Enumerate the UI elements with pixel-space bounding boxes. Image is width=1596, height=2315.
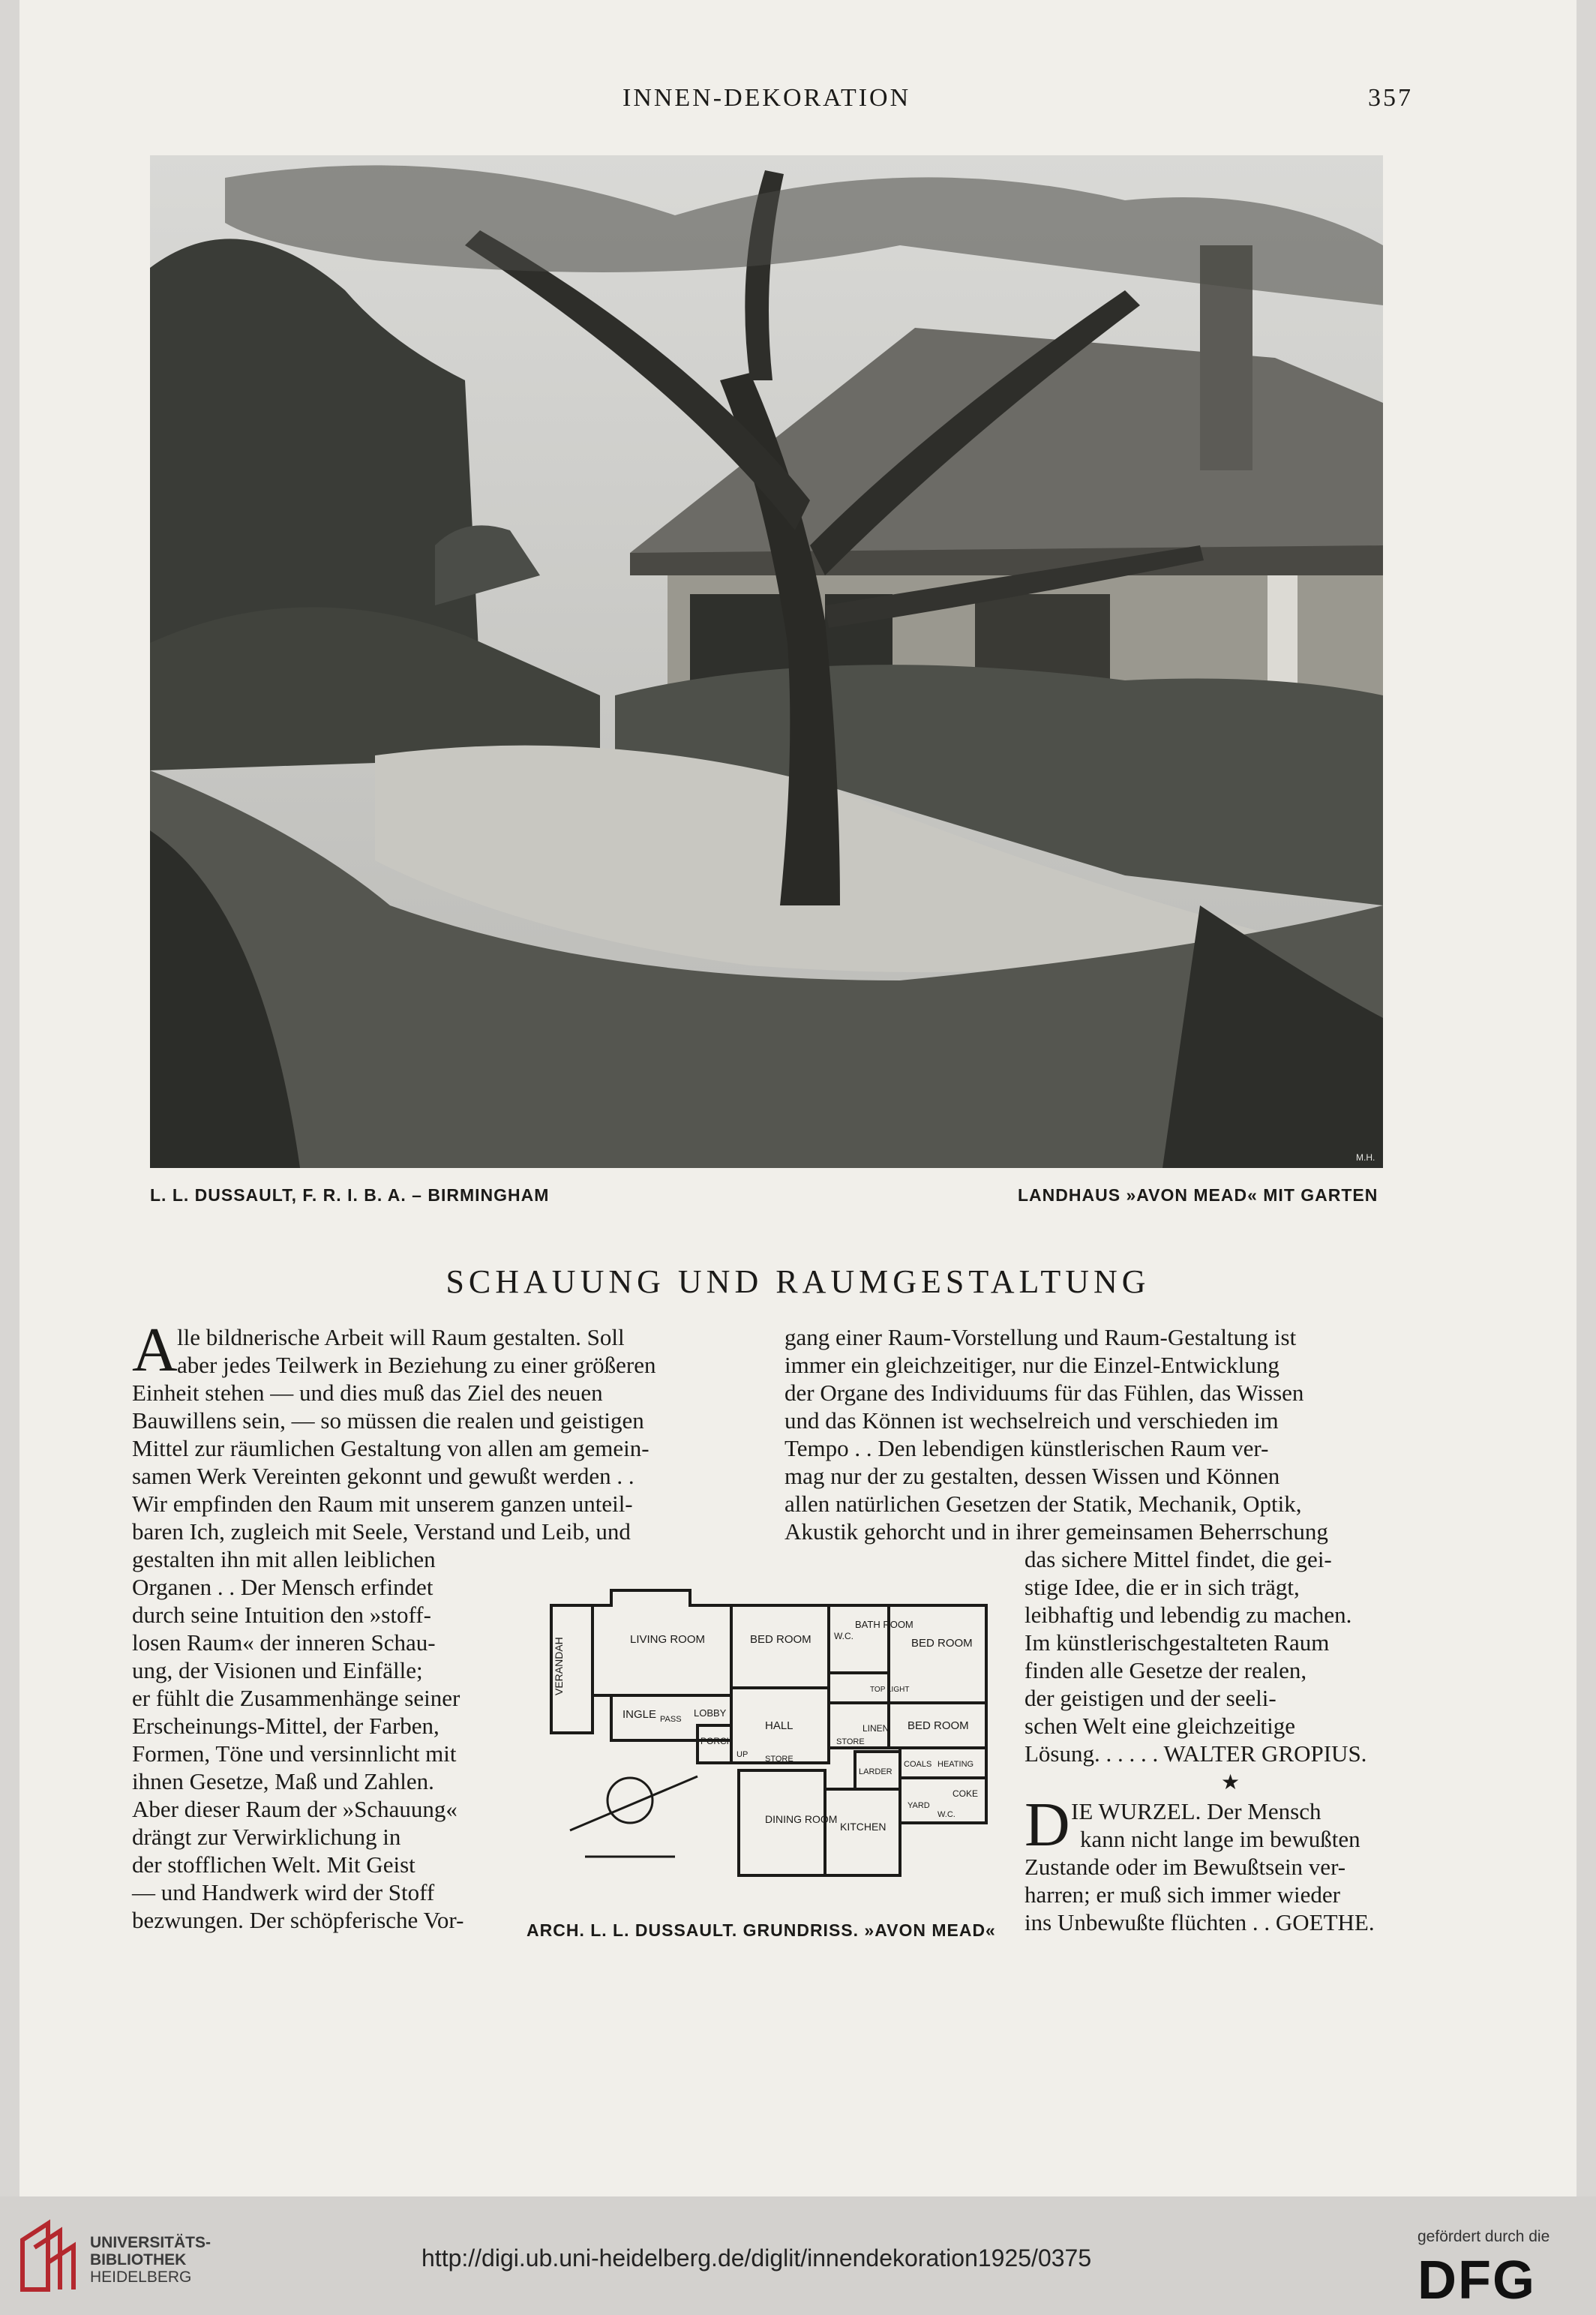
left-narrow-line-10: drängt zur Verwirklichung in	[132, 1824, 401, 1850]
plan-label-porch: PORCH	[700, 1736, 734, 1746]
left-col-line-1: aber jedes Teilwerk in Beziehung zu einer größeren	[177, 1352, 656, 1378]
plan-label-up: UP	[736, 1750, 748, 1759]
drop-cap-d: D	[1024, 1790, 1070, 1860]
left-col-line-5: samen Werk Vereinten gekonnt und gewußt werden . .	[132, 1463, 634, 1489]
left-narrow-line-4: ung, der Visionen und Einfälle;	[132, 1657, 423, 1683]
plan-label-top-light: TOP LIGHT	[870, 1686, 910, 1694]
left-narrow-line-3: losen Raum« der inneren Schau-	[132, 1629, 436, 1656]
plan-label-coke: COKE	[952, 1788, 979, 1799]
right-col-line-5: mag nur der zu gestalten, dessen Wissen und Können	[784, 1463, 1280, 1489]
right-narrow-line-5: der geistigen und der seeli-	[1024, 1685, 1276, 1711]
funding-note: gefördert durch die	[1418, 2228, 1550, 2245]
plan-label-store-1: STORE	[765, 1755, 794, 1764]
photo-mark: M.H.	[1356, 1152, 1376, 1163]
right-col-line-1: immer ein gleichzeitiger, nur die Einzel-Entwicklung	[784, 1352, 1280, 1378]
source-url-link[interactable]: http://digi.ub.uni-heidelberg.de/diglit/innendekoration1925/0375	[422, 2244, 1092, 2271]
left-col-line-2: Einheit stehen — und dies muß das Ziel des neuen	[132, 1380, 603, 1406]
left-col-line-6: Wir empfinden den Raum mit unserem ganzen unteil-	[132, 1491, 633, 1517]
right-narrow-line-7: Lösung. . . . . . WALTER GROPIUS.	[1024, 1740, 1367, 1767]
photo-caption-left: L. L. DUSSAULT, F. R. I. B. A. – BIRMINGHAM	[150, 1185, 550, 1205]
goethe-line-4: ins Unbewußte flüchten . . GOETHE.	[1024, 1909, 1375, 1935]
right-col-line-0: gang einer Raum-Vorstellung und Raum-Gestaltung ist	[784, 1324, 1297, 1350]
right-narrow-line-3: Im künstlerischgestalteten Raum	[1024, 1629, 1330, 1656]
photo-caption-right: LANDHAUS »AVON MEAD« MIT GARTEN	[1018, 1185, 1378, 1205]
plan-label-bed-room-3: BED ROOM	[908, 1719, 969, 1732]
plan-label-linen: LINEN	[862, 1723, 890, 1734]
left-col-line-0: lle bildnerische Arbeit will Raum gestalten. Soll	[177, 1324, 625, 1350]
left-narrow-line-12: — und Handwerk wird der Stoff	[132, 1879, 435, 1905]
left-narrow-line-0: gestalten ihn mit allen leiblichen	[132, 1546, 436, 1572]
left-narrow-line-6: Erscheinungs-Mittel, der Farben,	[132, 1713, 440, 1739]
plan-label-kitchen: KITCHEN	[840, 1821, 886, 1833]
left-col-line-7: baren Ich, zugleich mit Seele, Verstand und Leib, und	[132, 1518, 631, 1545]
left-narrow-line-8: ihnen Gesetze, Maß und Zahlen.	[132, 1768, 434, 1794]
plan-label-verandah: VERANDAH	[553, 1637, 565, 1695]
plan-label-yard: YARD	[908, 1801, 930, 1810]
goethe-line-0: IE WURZEL. Der Mensch	[1071, 1798, 1322, 1824]
left-narrow-line-11: der stofflichen Welt. Mit Geist	[132, 1851, 416, 1878]
plan-label-coals: COALS	[904, 1760, 932, 1769]
running-header: INNEN-DEKORATION	[622, 84, 911, 112]
goethe-line-2: Zustande oder im Bewußtsein ver-	[1024, 1854, 1346, 1880]
left-narrow-line-9: Aber dieser Raum der »Schauung«	[132, 1796, 458, 1822]
plan-label-wc-2: W.C.	[938, 1810, 956, 1819]
plan-label-larder: LARDER	[859, 1767, 892, 1776]
left-narrow-line-2: durch seine Intuition den »stoff-	[132, 1602, 431, 1628]
plan-label-living-room: LIVING ROOM	[630, 1633, 706, 1646]
right-col-line-6: allen natürlichen Gesetzen der Statik, Mechanik, Optik,	[784, 1491, 1302, 1517]
library-name: UNIVERSITÄTS- BIBLIOTHEK HEIDELBERG	[90, 2234, 212, 2286]
photo-drawing	[150, 155, 1383, 1168]
left-col-line-4: Mittel zur räumlichen Gestaltung von allen am gemein-	[132, 1435, 650, 1461]
article-title: SCHAUUNG UND RAUMGESTALTUNG	[446, 1263, 1150, 1300]
floor-plan	[540, 1583, 1005, 1883]
plan-label-hall: HALL	[765, 1719, 794, 1732]
plan-label-lobby: LOBBY	[694, 1707, 727, 1719]
plan-label-bed-room-2: BED ROOM	[911, 1637, 973, 1650]
right-narrow-line-4: finden alle Gesetze der realen,	[1024, 1657, 1307, 1683]
left-col-line-3: Bauwillens sein, — so müssen die realen und geistigen	[132, 1407, 644, 1434]
goethe-line-3: harren; er muß sich immer wieder	[1024, 1881, 1340, 1908]
drop-cap-a: A	[132, 1315, 178, 1385]
left-narrow-line-7: Formen, Töne und versinnlicht mit	[132, 1740, 457, 1767]
plan-label-ingle: INGLE	[622, 1708, 657, 1721]
library-logo-icon	[18, 2217, 80, 2295]
left-narrow-line-1: Organen . . Der Mensch erfindet	[132, 1574, 434, 1600]
plan-label-bath-room: BATH ROOM	[855, 1619, 914, 1630]
star-separator: ★	[1221, 1771, 1240, 1794]
right-narrow-line-0: das sichere Mittel findet, die gei-	[1024, 1546, 1332, 1572]
plan-label-dining-room: DINING ROOM	[765, 1813, 838, 1825]
goethe-line-1: kann nicht lange im bewußten	[1080, 1826, 1360, 1852]
floor-plan-drawing	[540, 1583, 1005, 1883]
right-col-line-2: der Organe des Individuums für das Fühlen, das Wissen	[784, 1380, 1304, 1406]
plan-label-heating: HEATING	[938, 1760, 974, 1769]
right-narrow-line-2: leibhaftig und lebendig zu machen.	[1024, 1602, 1352, 1628]
plan-label-pass: PASS	[660, 1715, 682, 1724]
plan-label-bed-room-1: BED ROOM	[750, 1633, 812, 1646]
page-number: 357	[1368, 84, 1413, 112]
left-narrow-line-5: er fühlt die Zusammenhänge seiner	[132, 1685, 460, 1711]
right-narrow-line-1: stige Idee, die er in sich trägt,	[1024, 1574, 1300, 1600]
plan-label-store-2: STORE	[836, 1737, 865, 1746]
plan-label-wc-1: W.C.	[834, 1631, 854, 1641]
left-narrow-line-13: bezwungen. Der schöpferische Vor-	[132, 1907, 464, 1933]
dfg-logo: DFG	[1418, 2250, 1536, 2310]
right-col-line-4: Tempo . . Den lebendigen künstlerischen Raum ver-	[784, 1435, 1269, 1461]
floor-plan-caption: ARCH. L. L. DUSSAULT. GRUNDRISS. »AVON MEAD«	[526, 1920, 996, 1940]
right-narrow-line-6: schen Welt eine gleichzeitige	[1024, 1713, 1296, 1739]
footer-bar	[0, 2196, 1596, 2315]
right-col-line-7: Akustik gehorcht und in ihrer gemeinsamen Beherrschung	[784, 1518, 1328, 1545]
garden-house-photo	[150, 155, 1383, 1168]
right-col-line-3: und das Können ist wechselreich und verschieden im	[784, 1407, 1279, 1434]
